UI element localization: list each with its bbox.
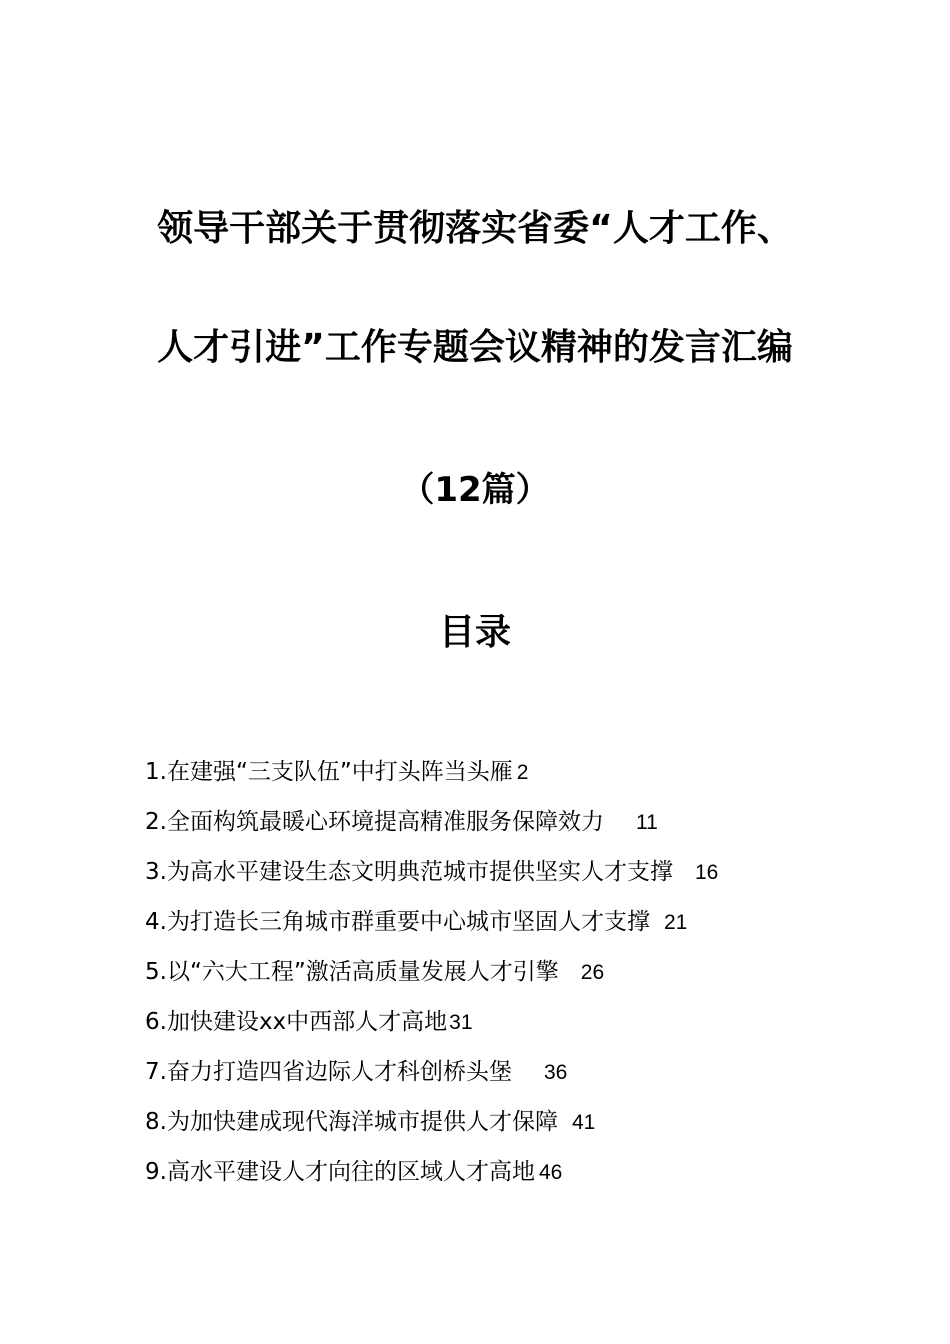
toc-entry-page-number: 16 (694, 861, 719, 884)
document-title-line-2: 人才引进”工作专题会议精神的发言汇编 (157, 327, 793, 368)
toc-entry-8[interactable] (145, 1103, 865, 1153)
toc-entry-3[interactable] (145, 853, 865, 903)
document-title-line-1: 领导干部关于贯彻落实省委“人才工作、 (157, 208, 793, 249)
toc-entry-title: 8.为加快建成现代海洋城市提供人才保障 (145, 1109, 558, 1135)
toc-entry-9[interactable] (145, 1153, 865, 1203)
toc-entry-title: 2.全面构筑最暖心环境提高精准服务保障效力 (145, 809, 604, 835)
toc-entry-page-number: 2 (516, 761, 529, 784)
toc-entry-2[interactable] (145, 803, 865, 853)
toc-entry-6[interactable] (145, 1003, 865, 1053)
toc-entry-title: 4.为打造长三角城市群重要中心城市坚固人才支撑 (145, 909, 650, 935)
toc-entry-page-number: 11 (635, 811, 658, 834)
toc-entry-title: 5.以“六大工程”激活高质量发展人才引擎 (145, 959, 559, 985)
toc-entry-title: 7.奋力打造四省边际人才科创桥头堡 (145, 1059, 512, 1085)
toc-heading: 目录 (438, 612, 511, 653)
toc-entry-page-number: 31 (449, 1011, 473, 1034)
toc-entry-title: 1.在建强“三支队伍”中打头阵当头雁 (145, 759, 513, 785)
toc-entry-page-number: 21 (663, 911, 688, 934)
toc-entry-page-number: 36 (543, 1061, 568, 1084)
toc-entry-7[interactable] (145, 1053, 865, 1103)
toc-entry-title: 6.加快建设xx中西部人才高地 (145, 1009, 448, 1035)
toc-entry-page-number: 46 (538, 1161, 563, 1184)
toc-entry-1[interactable] (145, 753, 865, 803)
table-of-contents (145, 753, 865, 1203)
toc-entry-page-number: 26 (580, 961, 605, 984)
toc-entry-page-number: 41 (571, 1111, 596, 1134)
toc-entry-4[interactable] (145, 903, 865, 953)
toc-entry-title: 9.高水平建设人才向往的区域人才高地 (145, 1159, 535, 1185)
document-subtitle: （12篇） (400, 470, 550, 510)
toc-entry-5[interactable] (145, 953, 865, 1003)
toc-entry-title: 3.为高水平建设生态文明典范城市提供坚实人才支撑 (145, 859, 673, 885)
